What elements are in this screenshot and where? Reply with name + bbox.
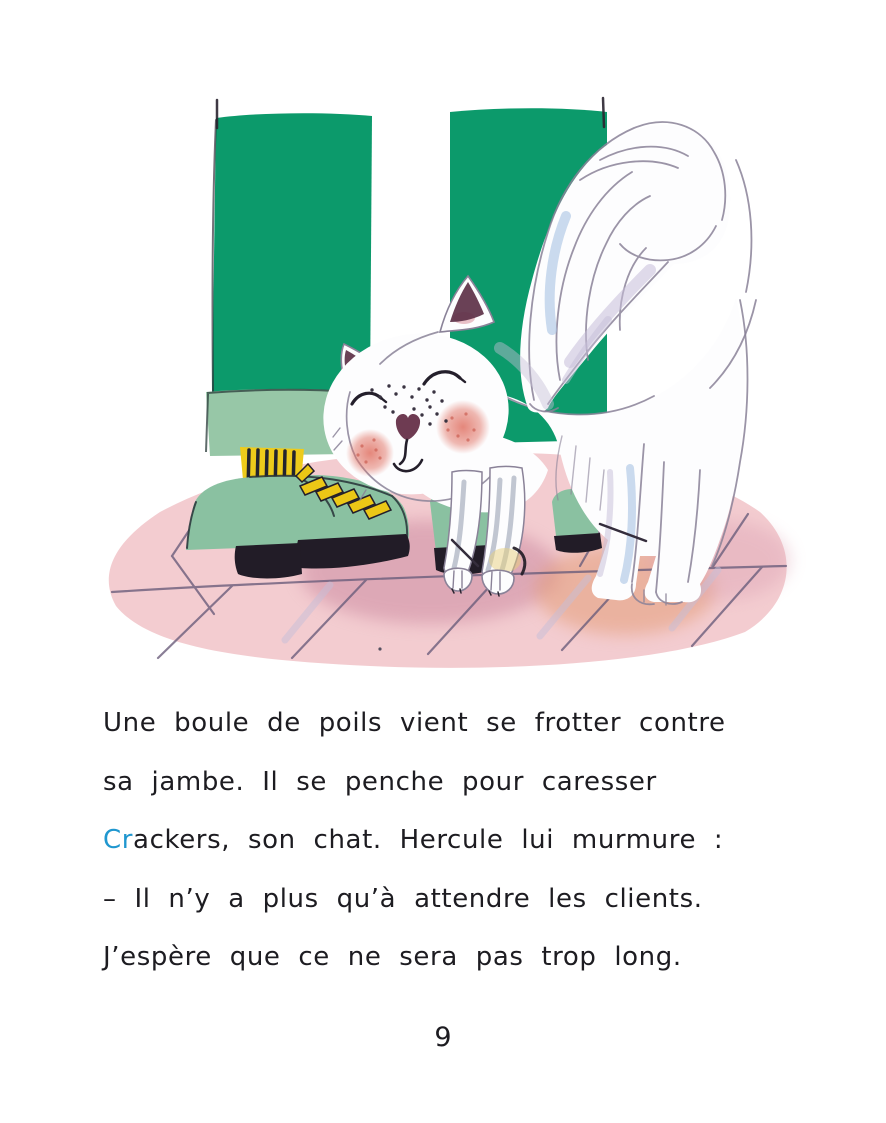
right-shoe-heel-sole: [554, 533, 602, 553]
highlighted-letters: Cr: [103, 825, 134, 855]
story-line: [103, 694, 803, 753]
left-boot-sole-heel: [235, 543, 302, 579]
left-cheek-blush: [346, 429, 394, 477]
story-line: [103, 811, 803, 870]
story-segment: – Il n’y a plus qu’à attendre les clients.: [103, 883, 703, 914]
floor-speck: [378, 647, 381, 650]
story-line: [103, 870, 803, 929]
page-number: 9: [434, 1022, 452, 1053]
story-segment: ackers, son chat. Hercule lui murmure :: [133, 825, 724, 855]
story-line: [103, 753, 803, 812]
right-cheek-blush: [436, 400, 490, 454]
story-text: [103, 694, 803, 987]
story-segment: J’espère que ce ne sera pas trop long.: [103, 942, 682, 972]
story-segment: sa jambe. Il se penche pour caresser: [103, 766, 657, 797]
story-segment: Une boule de poils vient se frotter contre: [103, 708, 726, 738]
ankle-yellow-tint: [489, 548, 521, 572]
story-line: [103, 928, 803, 987]
